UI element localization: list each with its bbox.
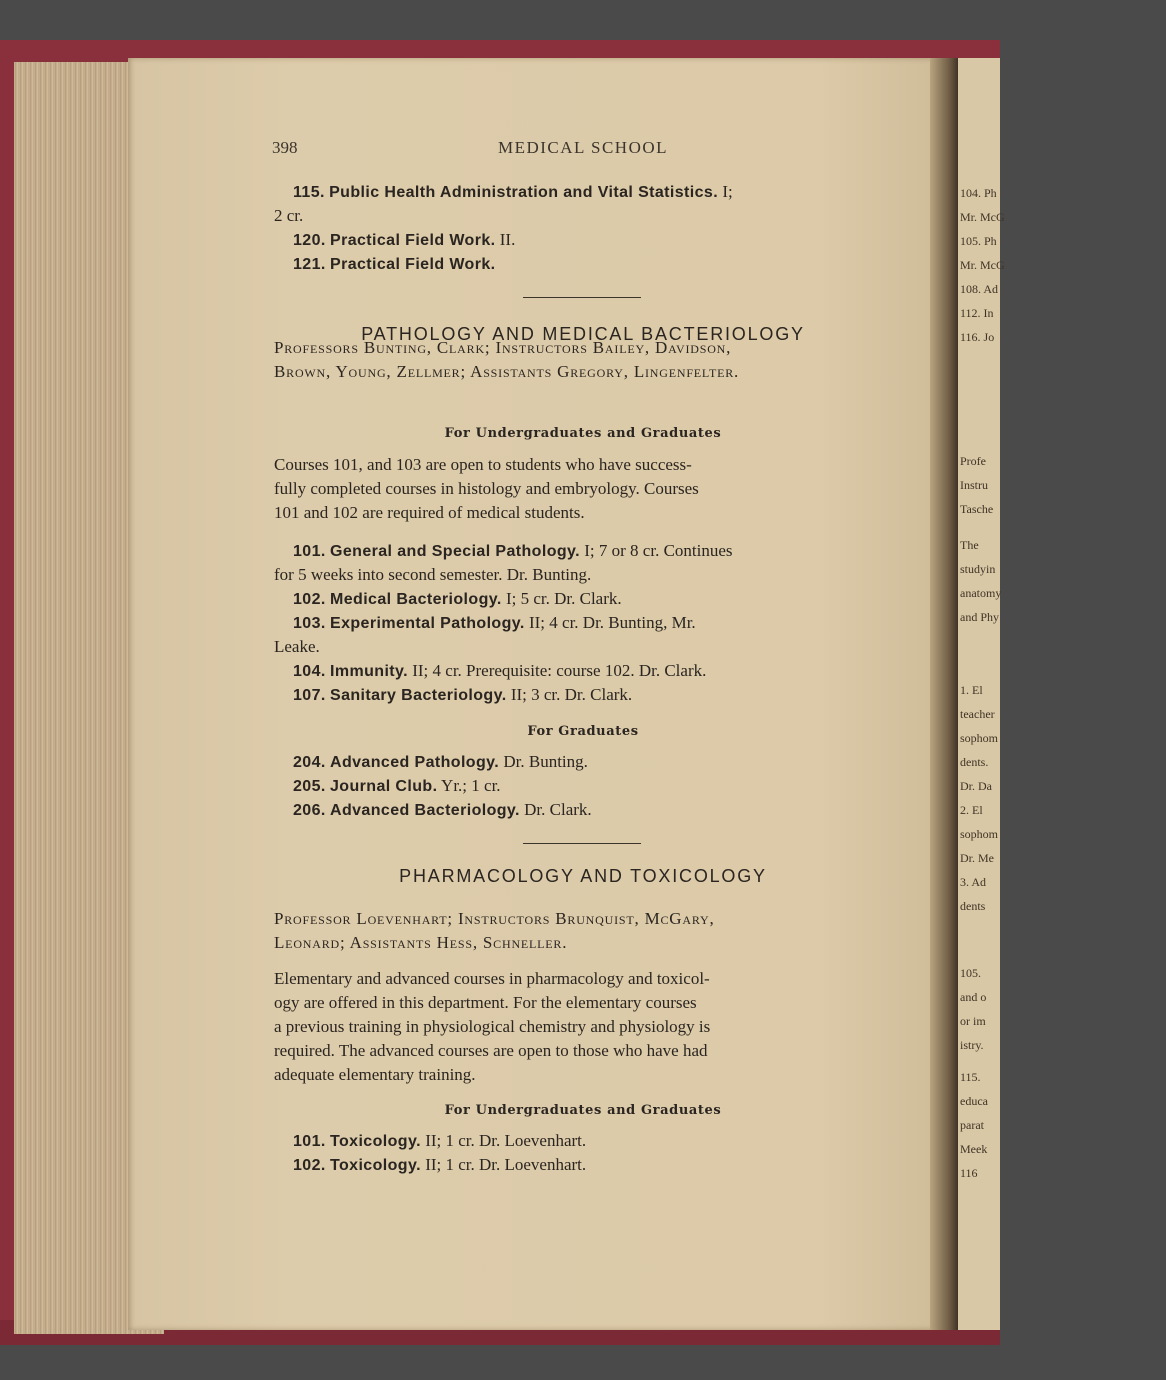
subheading: For Undergraduates and Graduates (444, 1103, 722, 1118)
course-entry (293, 587, 622, 612)
course-title: Immunity. (330, 663, 408, 680)
course-entry (293, 659, 706, 684)
page-number: 398 (272, 138, 298, 157)
course-title: Experimental Pathology. (330, 615, 525, 632)
facing-line: 108. Ad (960, 282, 999, 296)
course-title: Practical Field Work. (330, 232, 496, 249)
facing-line: 116 (960, 1166, 978, 1180)
course-entry (293, 750, 588, 775)
facing-line: 116. Jo (960, 330, 995, 344)
facing-line: studyin (960, 562, 996, 576)
course-number: 206. (293, 802, 326, 819)
facing-line: Mr. McG (960, 210, 1005, 224)
staff-line: Brown, Young, Zellmer; Assistants Gregory, Lingenfelter. (274, 362, 740, 381)
facing-line: Dr. Me (960, 851, 994, 865)
section-divider (523, 843, 641, 844)
facing-line: anatomy (960, 586, 1002, 600)
course-details: II; 4 cr. Prerequisite: course 102. Dr. Clark. (407, 661, 707, 680)
facing-line: and o (960, 990, 987, 1004)
facing-line: dents. (960, 755, 989, 769)
course-title: Public Health Administration and Vital Statistics. (329, 184, 719, 201)
staff-line: Leonard; Assistants Hess, Schneller. (274, 933, 568, 952)
facing-line: teacher (960, 707, 995, 721)
paragraph-line: a previous training in physiological chemistry and physiology is (274, 1017, 711, 1036)
course-number: 102. (293, 591, 326, 608)
course-number: 101. (293, 1133, 326, 1150)
facing-line: dents (960, 899, 986, 913)
course-number: 205. (293, 778, 326, 795)
facing-line: istry. (960, 1038, 984, 1052)
course-details: I; (718, 182, 733, 201)
paragraph-line: required. The advanced courses are open to those who have had (274, 1041, 708, 1060)
paragraph-line: Elementary and advanced courses in pharmacology and toxicol- (274, 969, 710, 988)
facing-line: and Phy (960, 610, 999, 624)
facing-line: or im (960, 1014, 986, 1028)
course-details: Yr.; 1 cr. (437, 776, 501, 795)
subheading: For Graduates (527, 724, 639, 739)
course-number: 120. (293, 232, 326, 249)
book-gutter (930, 58, 958, 1330)
facing-line: 105. Ph (960, 234, 997, 248)
facing-line: 115. (960, 1070, 981, 1084)
facing-line: 105. (960, 966, 981, 980)
facing-line: educa (960, 1094, 988, 1108)
course-number: 102. (293, 1157, 326, 1174)
course-continuation: for 5 weeks into second semester. Dr. Bunting. (274, 565, 592, 584)
facing-line: Instru (960, 478, 988, 492)
course-entry (293, 683, 632, 708)
course-entry (293, 1153, 586, 1178)
facing-line: sophom (960, 731, 999, 745)
section-divider (523, 297, 641, 298)
staff-line: Professors Bunting, Clark; Instructors Bailey, Davidson, (274, 338, 732, 357)
facing-line: 3. Ad (960, 875, 987, 889)
course-number: 115. (293, 184, 325, 201)
course-title: Toxicology. (330, 1157, 421, 1174)
course-number: 101. (293, 543, 326, 560)
facing-line: sophom (960, 827, 999, 841)
facing-line: Tasche (960, 502, 994, 516)
paragraph-line: adequate elementary training. (274, 1065, 476, 1084)
course-title: General and Special Pathology. (330, 543, 580, 560)
course-details: I; 7 or 8 cr. Continues (580, 541, 733, 560)
course-title: Journal Club. (330, 778, 438, 795)
subheading: For Undergraduates and Graduates (444, 426, 722, 441)
facing-line: 112. In (960, 306, 994, 320)
course-entry (293, 180, 733, 205)
course-details: II; 4 cr. Dr. Bunting, Mr. (524, 613, 696, 632)
section-heading-pathology: PATHOLOGY AND MEDICAL BACTERIOLOGY (361, 324, 805, 344)
course-number: 121. (293, 256, 326, 273)
paragraph-line: fully completed courses in histology and embryology. Courses (274, 479, 699, 498)
course-entry (293, 252, 496, 277)
facing-line: The (960, 538, 979, 552)
course-entry (293, 1129, 586, 1154)
course-number: 104. (293, 663, 326, 680)
course-title: Practical Field Work. (330, 256, 496, 273)
course-details: II. (495, 230, 516, 249)
facing-line: Profe (960, 454, 986, 468)
paragraph-line: Courses 101, and 103 are open to students who have success- (274, 455, 692, 474)
course-details: II; 3 cr. Dr. Clark. (506, 685, 633, 704)
facing-line: Mr. McG (960, 258, 1005, 272)
course-title: Medical Bacteriology. (330, 591, 502, 608)
facing-line: Dr. Da (960, 779, 992, 793)
facing-line: parat (960, 1118, 984, 1132)
paragraph-line: 101 and 102 are required of medical students. (274, 503, 585, 522)
course-title: Sanitary Bacteriology. (330, 687, 507, 704)
course-entry (293, 539, 733, 564)
course-entry (293, 774, 501, 799)
staff-line: Professor Loevenhart; Instructors Brunquist, McGary, (274, 909, 715, 928)
facing-line: 104. Ph (960, 186, 997, 200)
course-details: I; 5 cr. Dr. Clark. (501, 589, 622, 608)
course-entry (293, 798, 592, 823)
course-number: 103. (293, 615, 326, 632)
course-details: Dr. Bunting. (499, 752, 588, 771)
paragraph-line: ogy are offered in this department. For the elementary courses (274, 993, 697, 1012)
course-title: Toxicology. (330, 1133, 421, 1150)
course-title: Advanced Pathology. (330, 754, 500, 771)
facing-line: 1. El (960, 683, 983, 697)
course-continuation: 2 cr. (274, 206, 304, 225)
course-entry (293, 611, 696, 636)
course-number: 107. (293, 687, 326, 704)
course-details: Dr. Clark. (519, 800, 592, 819)
facing-line: 2. El (960, 803, 983, 817)
course-details: II; 1 cr. Dr. Loevenhart. (420, 1155, 587, 1174)
course-title: Advanced Bacteriology. (330, 802, 520, 819)
course-details: II; 1 cr. Dr. Loevenhart. (420, 1131, 587, 1150)
facing-page (958, 58, 1005, 1330)
course-number: 204. (293, 754, 326, 771)
running-title: MEDICAL SCHOOL (497, 138, 669, 157)
section-heading-pharmacology: PHARMACOLOGY AND TOXICOLOGY (399, 866, 767, 886)
facing-line: Meek (960, 1142, 988, 1156)
course-entry (293, 228, 515, 253)
course-continuation: Leake. (274, 637, 320, 656)
